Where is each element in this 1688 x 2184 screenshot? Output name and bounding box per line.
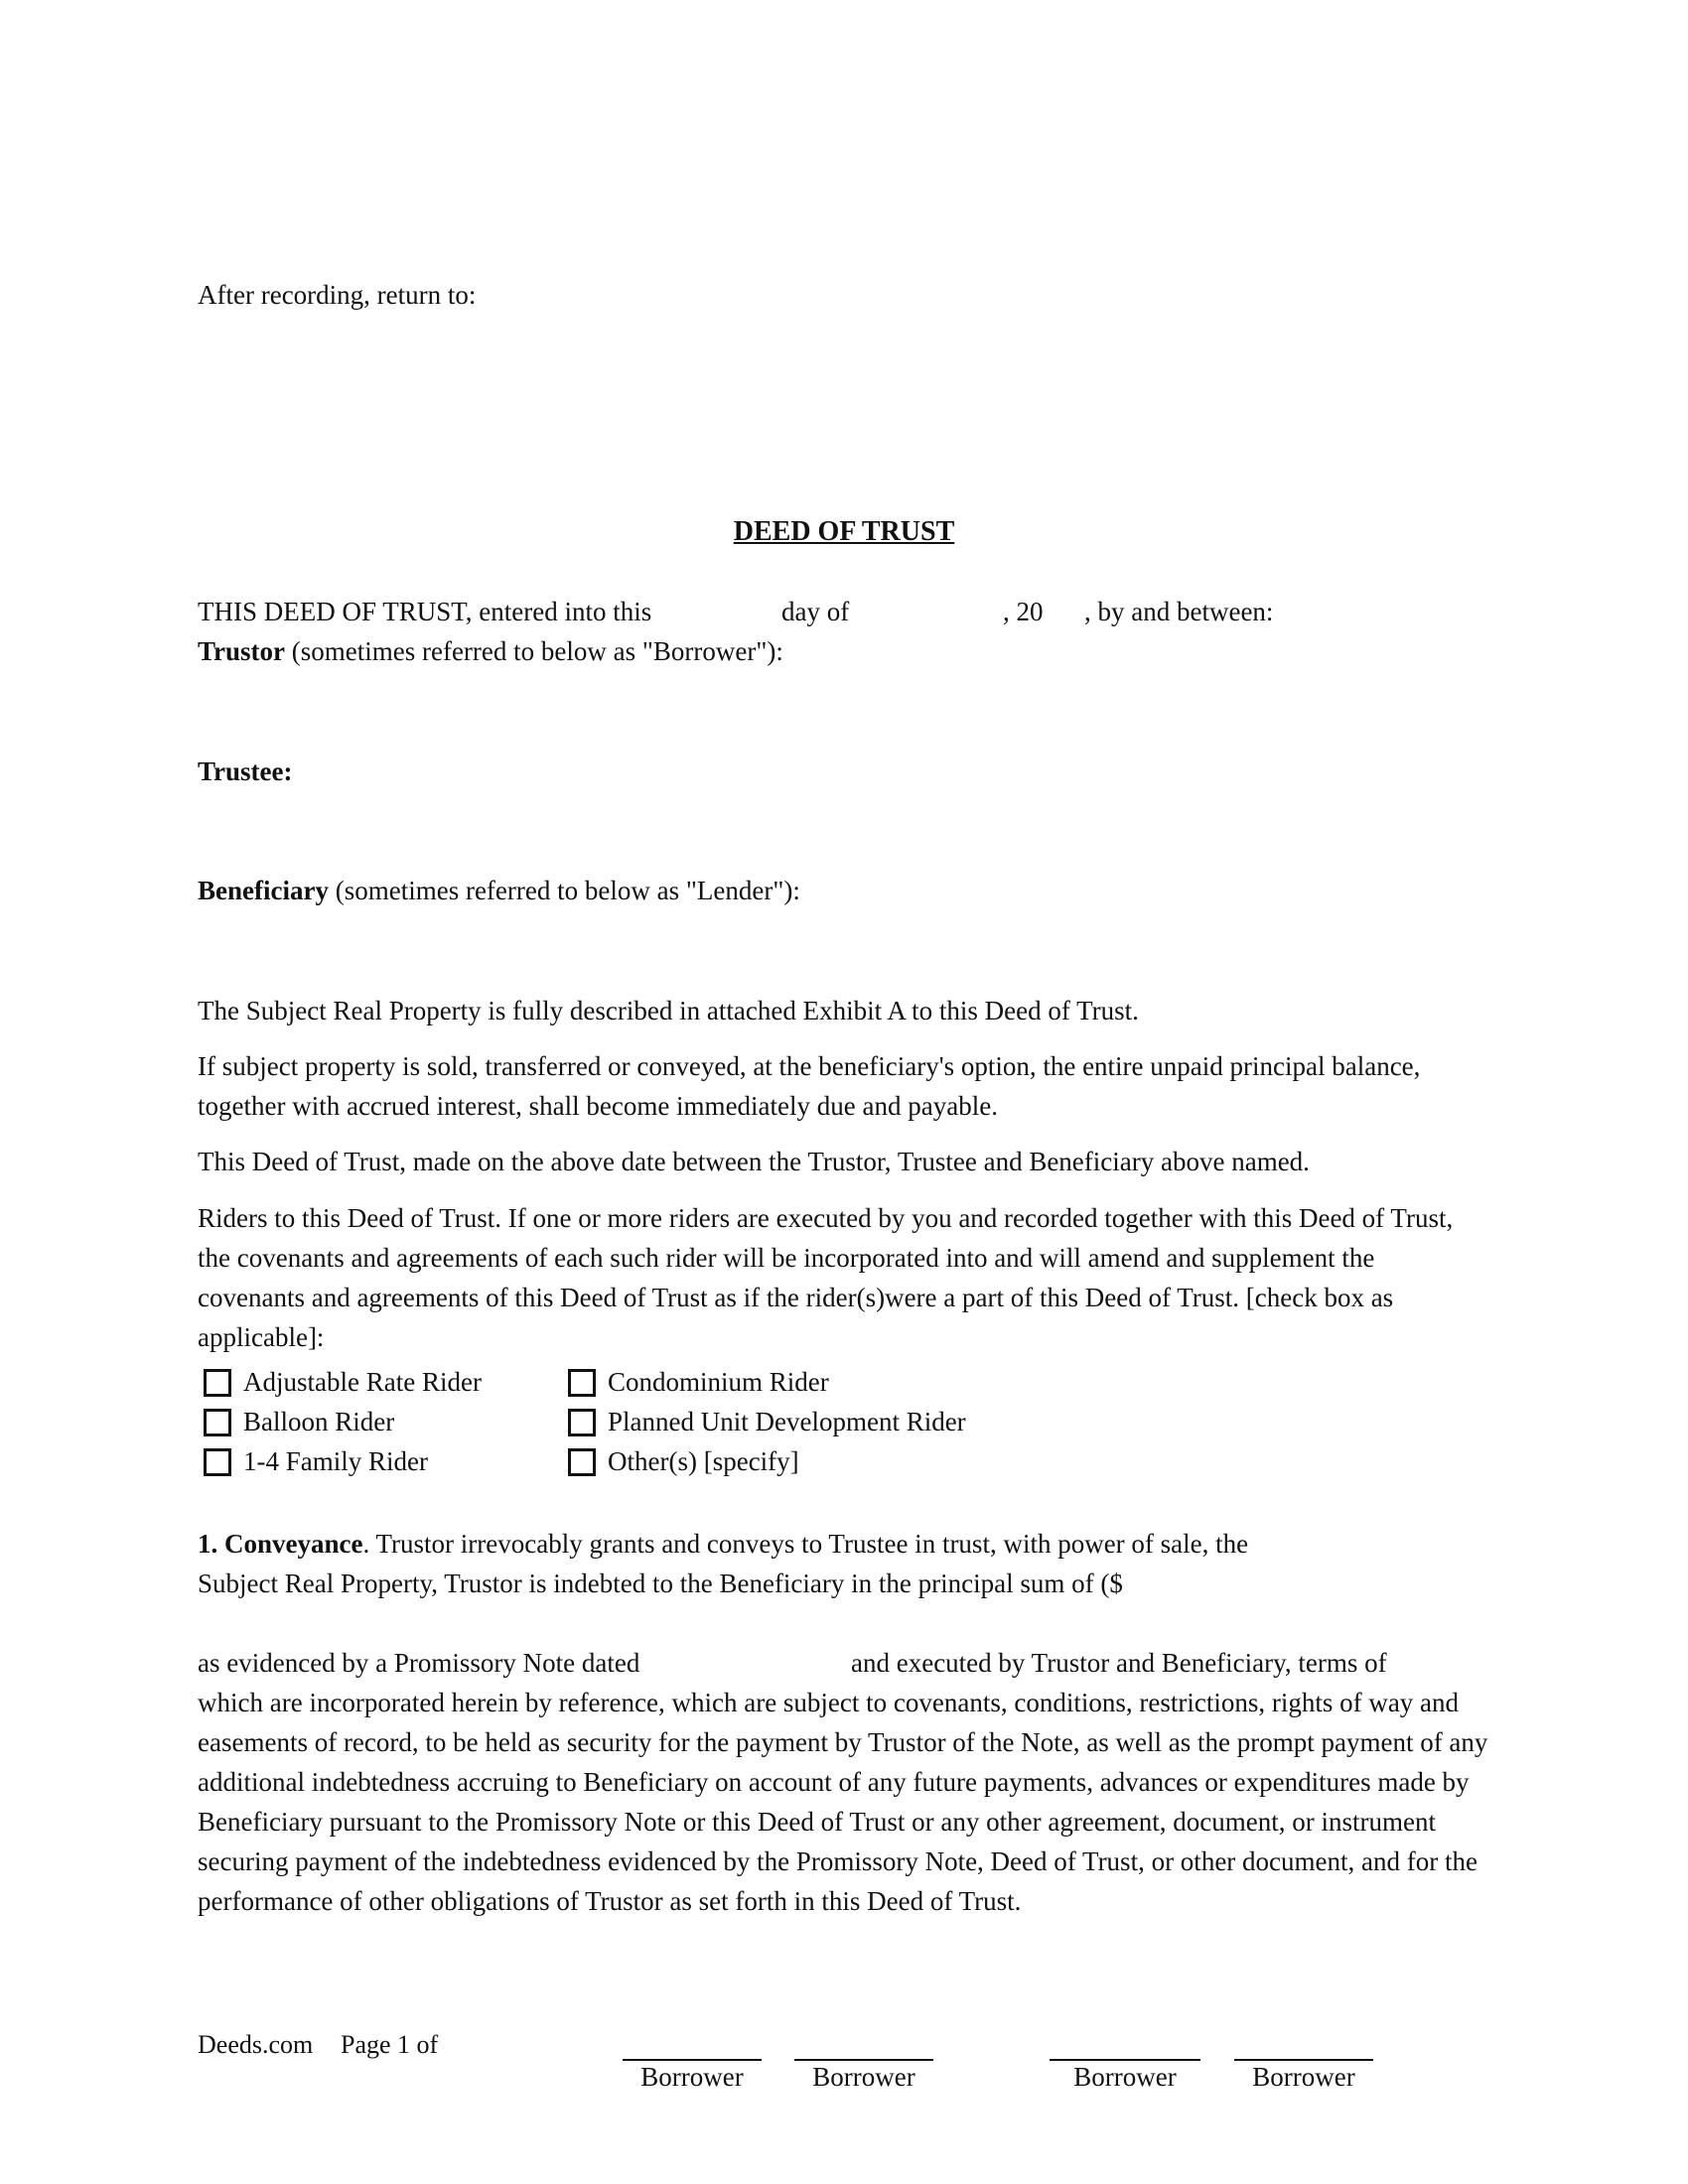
signature-label-4: Borrower	[1252, 2062, 1355, 2092]
subject-property-paragraph: The Subject Real Property is fully described in attached Exhibit A to this Deed of Trust.	[198, 996, 1139, 1025]
balloon-rider-checkbox[interactable]	[204, 1409, 231, 1436]
beneficiary-note: (sometimes referred to below as "Lender"):	[328, 876, 800, 905]
other-rider-checkbox[interactable]	[568, 1448, 596, 1476]
adjustable-rate-rider-label: Adjustable Rate Rider	[243, 1367, 482, 1397]
opening-text-4: , by and between:	[1084, 597, 1274, 626]
family-rider-checkbox[interactable]	[204, 1448, 231, 1476]
adjustable-rate-rider-checkbox[interactable]	[204, 1369, 231, 1397]
footer-page: Page 1 of	[341, 2030, 439, 2059]
signature-label-3: Borrower	[1073, 2062, 1177, 2092]
conveyance-heading: 1. Conveyance	[198, 1529, 363, 1559]
family-rider-label: 1-4 Family Rider	[243, 1446, 428, 1476]
balloon-rider-label: Balloon Rider	[243, 1407, 395, 1436]
condominium-rider-label: Condominium Rider	[608, 1367, 829, 1397]
opening-text-1: THIS DEED OF TRUST, entered into this	[198, 597, 652, 626]
promissory-note-dated: as evidenced by a Promissory Note dated	[198, 1648, 640, 1678]
conveyance-line-2: Subject Real Property, Trustor is indebted to the Beneficiary in the principal sum of ($	[198, 1569, 1123, 1598]
trustor-note: (sometimes referred to below as "Borrower"):	[285, 636, 783, 666]
trustor-line	[198, 631, 783, 671]
return-to-label: After recording, return to:	[198, 280, 477, 310]
made-on-paragraph: This Deed of Trust, made on the above date between the Trustor, Trustee and Beneficiary above named.	[198, 1147, 1310, 1176]
pud-rider-checkbox[interactable]	[568, 1409, 596, 1436]
condominium-rider-checkbox[interactable]	[568, 1369, 596, 1397]
riders-paragraph: Riders to this Deed of Trust. If one or more riders are executed by you and recorded together with this Deed of Trust, the covenants and agreements of each such rider will be incorporated into and will amend and supplement the covenants and agreements of this Deed of Trust as if the rider(s)were a part of this Deed of Trust. [check box as applicable]:	[198, 1203, 1454, 1352]
opening-text-2: day of	[781, 597, 850, 626]
beneficiary-line	[198, 871, 800, 910]
opening-text-3: , 20	[1003, 597, 1044, 626]
signature-label-2: Borrower	[812, 2062, 915, 2092]
signature-label-1: Borrower	[640, 2062, 744, 2092]
trustee-label: Trustee:	[198, 756, 293, 786]
conveyance-body: which are incorporated herein by reference, which are subject to covenants, conditions, restrictions, rights of way and easements of record, to be held as security for the payment by Trustor of the Note, as well as the prompt payment of any additional indebtedness accruing to Beneficiary on account of any future payments, advances or expenditures made by Beneficiary pursuant to the Promissory Note or this Deed of Trust or any other agreement, document, or instrument securing payment of the indebtedness evidenced by the Promissory Note, Deed of Trust, or other document, and for the performance of other obligations of Trustor as set forth in this Deed of Trust.	[198, 1688, 1488, 1916]
due-on-sale-paragraph: If subject property is sold, transferred or conveyed, at the beneficiary's option, the entire unpaid principal balance, together with accrued interest, shall become immediately due and payable.	[198, 1051, 1421, 1121]
beneficiary-label: Beneficiary	[198, 876, 329, 905]
other-rider-label: Other(s) [specify]	[608, 1446, 799, 1476]
document-title: DEED OF TRUST	[733, 516, 955, 547]
footer-site: Deeds.com	[198, 2030, 314, 2059]
executed-by-text: and executed by Trustor and Beneficiary, terms of	[851, 1648, 1387, 1678]
pud-rider-label: Planned Unit Development Rider	[608, 1407, 966, 1436]
conveyance-line-1-text: . Trustor irrevocably grants and conveys to Trustee in trust, with power of sale, the	[362, 1529, 1249, 1559]
trustor-label: Trustor	[198, 636, 285, 666]
conveyance-line-1	[198, 1524, 1248, 1564]
